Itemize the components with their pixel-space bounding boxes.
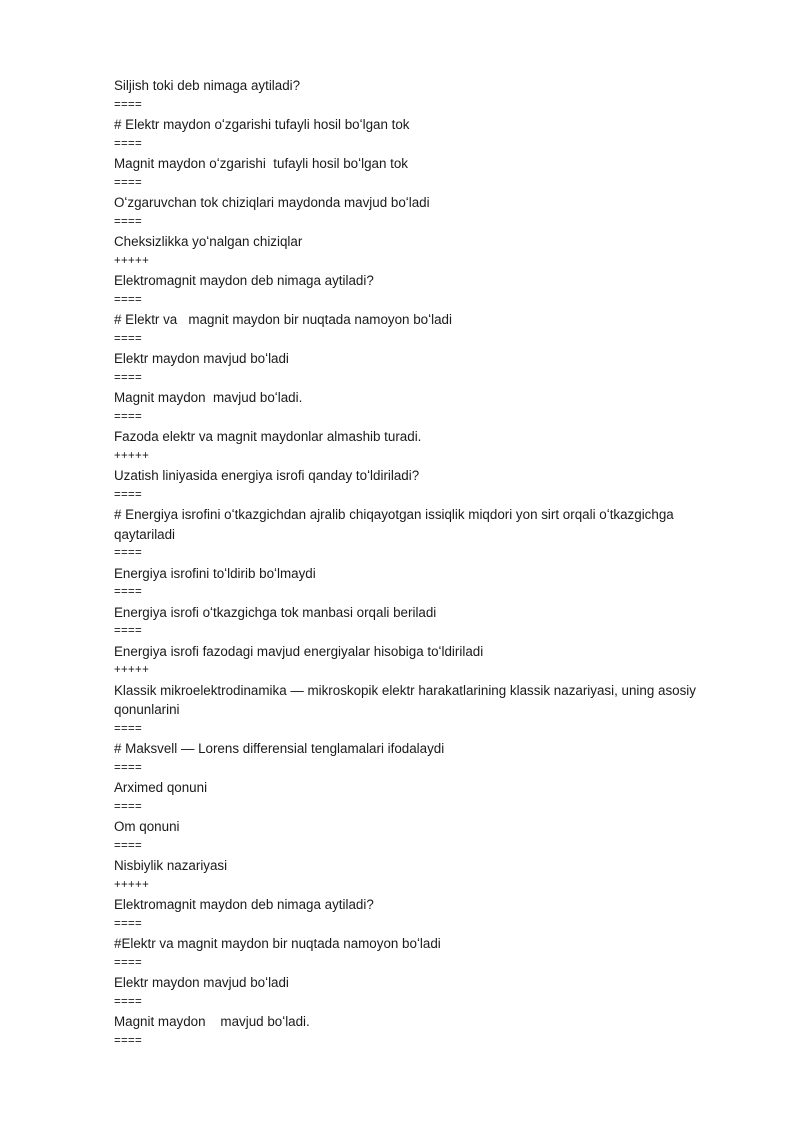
text-line: Magnit maydon mavjud boʻladi.: [114, 390, 303, 405]
separator-line: ====: [114, 1034, 143, 1047]
separator-line: ====: [114, 371, 143, 384]
separator-line: ====: [114, 332, 143, 345]
separator-line: ====: [114, 293, 143, 306]
separator-line: ====: [114, 722, 143, 735]
text-line: Siljish toki deb nimaga aytiladi?: [114, 78, 301, 93]
text-line: Nisbiylik nazariyasi: [114, 858, 228, 873]
separator-line: ====: [114, 98, 143, 111]
text-line: Elektromagnit maydon deb nimaga aytiladi?: [114, 273, 374, 288]
separator-line: ====: [114, 410, 143, 423]
text-line: Fazoda elektr va magnit maydonlar almashib turadi.: [114, 429, 422, 444]
text-line: Elektr maydon mavjud boʻladi: [114, 351, 289, 366]
text-line: Oʻzgaruvchan tok chiziqlari maydonda mavjud boʻladi: [114, 195, 430, 210]
text-line: Elektr maydon mavjud boʻladi: [114, 975, 289, 990]
text-line: Uzatish liniyasida energiya isrofi qanday toʻldiriladi?: [114, 468, 420, 483]
text-line: Energiya isrofini toʻldirib boʻlmaydi: [114, 565, 316, 581]
separator-line: +++++: [114, 254, 150, 267]
text-line: Klassik mikroelektrodinamika — mikroskopik elektr harakatlarining klassik nazariyasi, uning asosiy qonunlarini: [114, 682, 700, 717]
separator-line: ====: [114, 956, 143, 969]
text-line: Energiya isrofi fazodagi mavjud energiyalar hisobiga toʻldiriladi: [114, 643, 484, 659]
text-line: # Maksvell — Lorens differensial tenglamalari ifodalaydi: [114, 741, 445, 756]
text-line: # Elektr maydon oʻzgarishi tufayli hosil boʻlgan tok: [114, 117, 410, 132]
text-line: Energiya isrofi oʻtkazgichga tok manbasi orqali beriladi: [114, 604, 437, 620]
separator-line: ====: [114, 800, 143, 813]
text-line: Arximed qonuni: [114, 780, 208, 795]
separator-line: ====: [114, 995, 143, 1008]
text-line: # Elektr va magnit maydon bir nuqtada namoyon boʻladi: [114, 312, 452, 327]
text-line: Magnit maydon oʻzgarishi tufayli hosil boʻlgan tok: [114, 156, 409, 171]
text-line: # Energiya isrofini oʻtkazgichdan ajralib chiqayotgan issiqlik miqdori yon sirt orqali oʻtkazgichga qaytariladi: [114, 507, 678, 542]
separator-line: ====: [114, 761, 143, 774]
separator-line: ====: [114, 488, 143, 501]
separator-line: +++++: [114, 664, 150, 676]
text-line: #Elektr va magnit maydon bir nuqtada namoyon boʻladi: [114, 936, 441, 951]
separator-line: ====: [114, 625, 143, 637]
text-line: Magnit maydon mavjud boʻladi.: [114, 1014, 310, 1029]
text-line: Cheksizlikka yoʻnalgan chiziqlar: [114, 234, 303, 249]
separator-line: ====: [114, 176, 143, 189]
separator-line: ====: [114, 917, 143, 930]
text-line: Elektromagnit maydon deb nimaga aytiladi?: [114, 897, 374, 912]
separator-line: ====: [114, 137, 143, 150]
separator-line: +++++: [114, 878, 150, 891]
document-body: [114, 76, 714, 1051]
text-line: Om qonuni: [114, 819, 180, 834]
separator-line: ====: [114, 215, 143, 228]
separator-line: ====: [114, 547, 143, 559]
separator-line: ====: [114, 839, 143, 852]
separator-line: +++++: [114, 449, 150, 462]
separator-line: ====: [114, 586, 143, 598]
